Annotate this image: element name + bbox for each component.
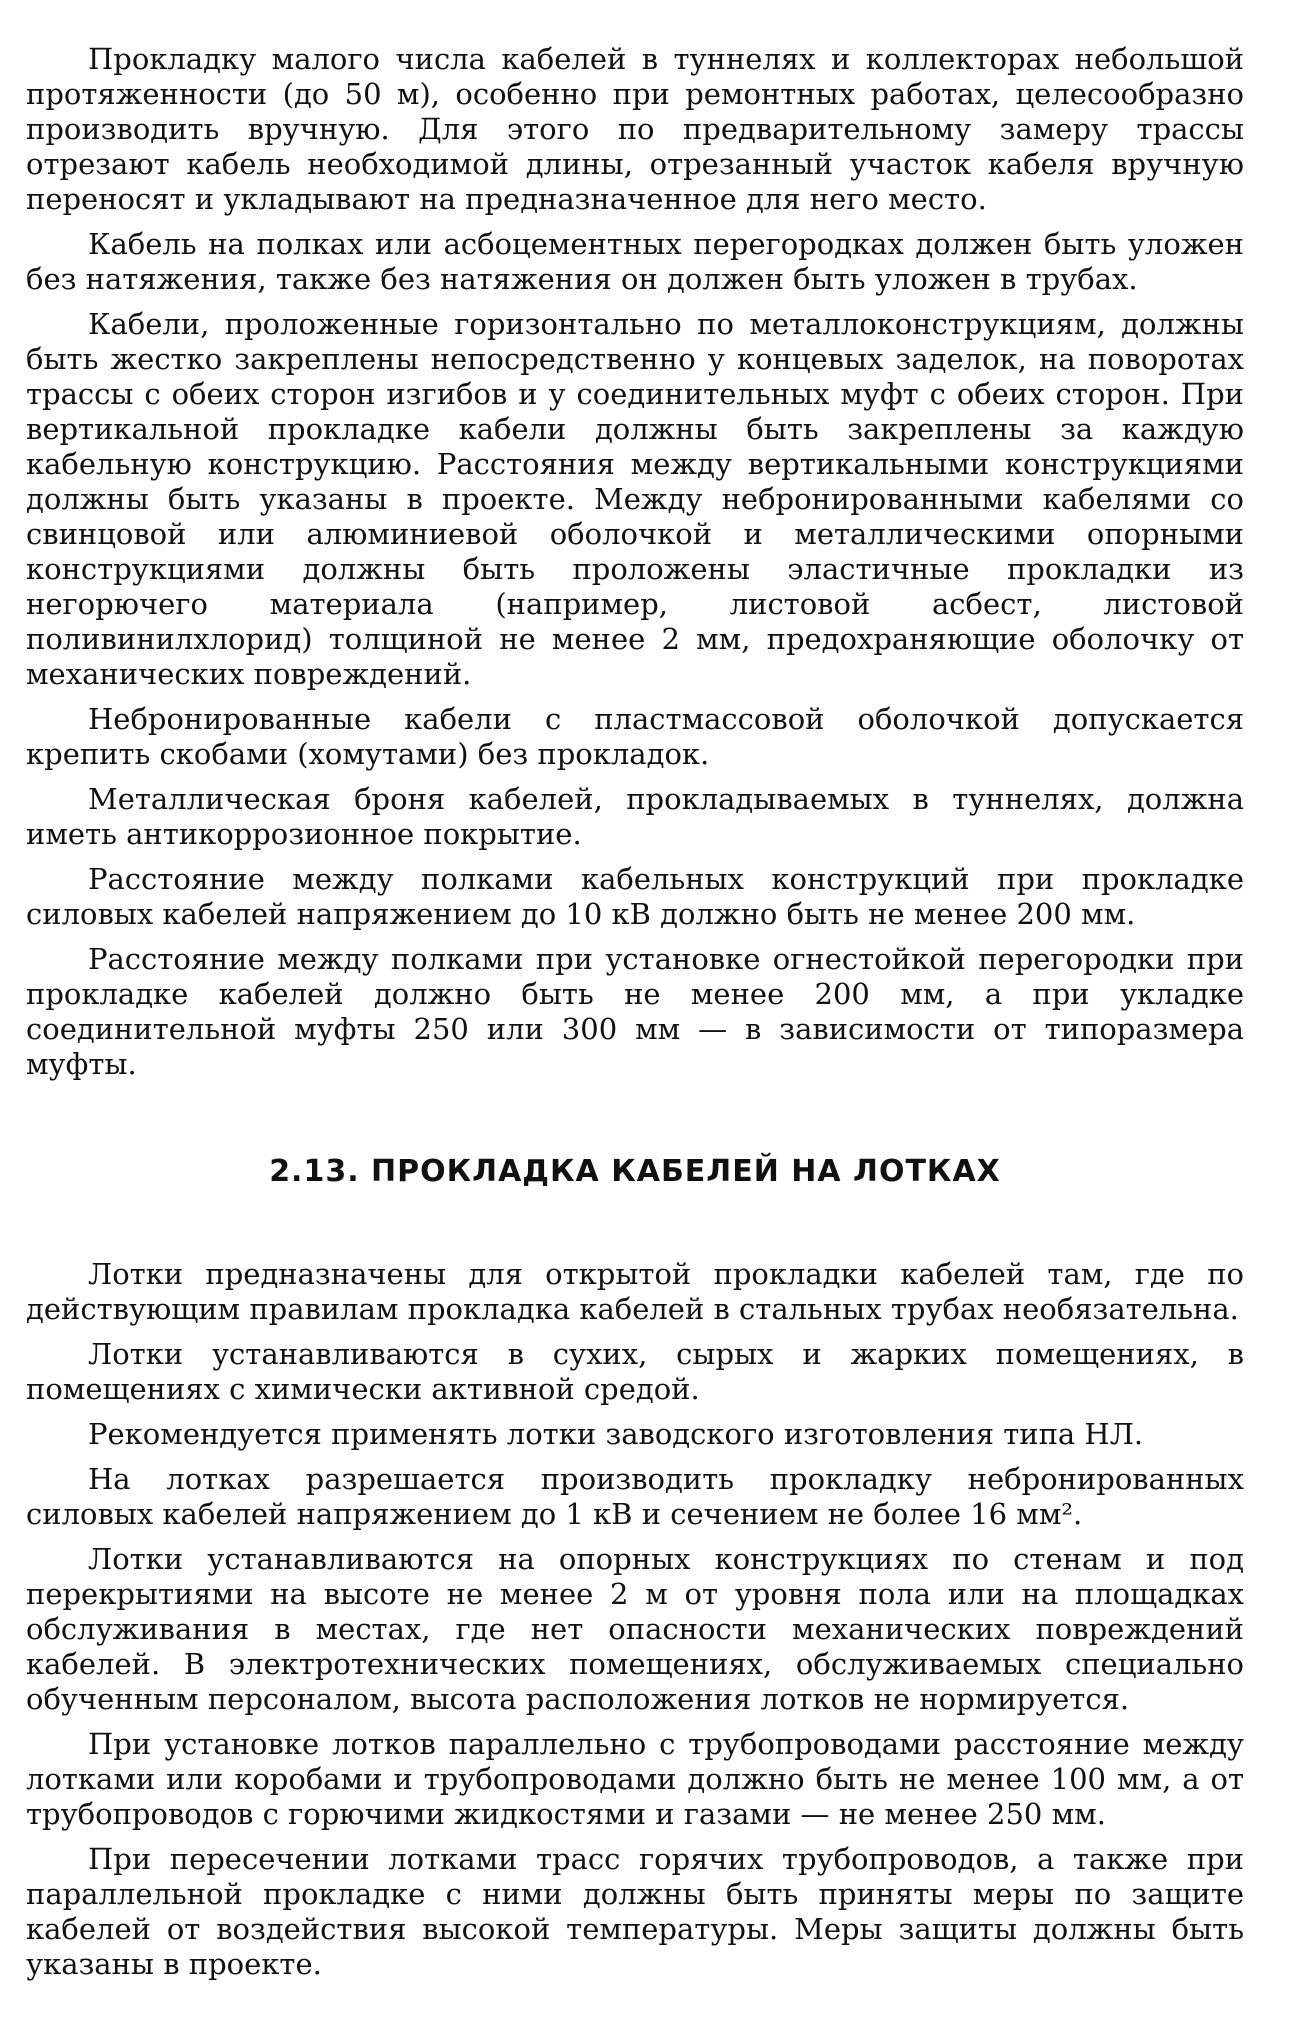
paragraph: Лотки предназначены для открытой прокладки кабелей там, где по действующим правилам прокладка кабелей в стальных трубах необязательна. <box>26 1257 1244 1326</box>
paragraph: Лотки устанавливаются на опорных конструкциях по стенам и под перекрытиями на высоте не менее 2 м от уровня пола или на площадках обслуживания в местах, где нет опасности механических повреждений кабелей. В электротехнических помещениях, обслуживаемых специально обученным персоналом, высота расположения лотков не нормируется. <box>26 1542 1244 1716</box>
paragraph: Расстояние между полками при установке огнестойкой перегородки при прокладке кабелей должно быть не менее 200 мм, а при укладке соединительной муфты 250 или 300 мм — в зависимости от типоразмера муфты. <box>26 942 1244 1081</box>
paragraph: На лотках разрешается производить прокладку небронированных силовых кабелей напряжением до 1 кВ и сечением не более 16 мм². <box>26 1462 1244 1531</box>
paragraph: Прокладку малого числа кабелей в туннелях и коллекторах небольшой протяженности (до 50 м), особенно при ремонтных работах, целесообразно производить вручную. Для этого по предварительному замеру трассы отрезают кабель необходимой длины, отрезанный участок кабеля вручную переносят и укладывают на предназначенное для него место. <box>26 42 1244 216</box>
paragraph: При установке лотков параллельно с трубопроводами расстояние между лотками или коробами и трубопроводами должно быть не менее 100 мм, а от трубопроводов с горючими жидкостями и газами — не менее 250 мм. <box>26 1727 1244 1831</box>
paragraph: Небронированные кабели с пластмассовой оболочкой допускается крепить скобами (хомутами) без прокладок. <box>26 702 1244 771</box>
paragraph: Металлическая броня кабелей, прокладываемых в туннелях, должна иметь антикоррозионное покрытие. <box>26 782 1244 851</box>
paragraph: При пересечении лотками трасс горячих трубопроводов, а также при параллельной прокладке с ними должны быть приняты меры по защите кабелей от воздействия высокой температуры. Меры защиты должны быть указаны в проекте. <box>26 1842 1244 1981</box>
paragraph: Лотки устанавливаются в сухих, сырых и жарких помещениях, в помещениях с химически активной средой. <box>26 1337 1244 1406</box>
section-heading: 2.13. ПРОКЛАДКА КАБЕЛЕЙ НА ЛОТКАХ <box>269 1154 1001 1189</box>
paragraph: Расстояние между полками кабельных конструкций при прокладке силовых кабелей напряжением до 10 кВ должно быть не менее 200 мм. <box>26 862 1244 931</box>
paragraph: Рекомендуется применять лотки заводского изготовления типа НЛ. <box>88 1417 1144 1451</box>
paragraph: Кабель на полках или асбоцементных перегородках должен быть уложен без натяжения, также без натяжения он должен быть уложен в трубах. <box>26 227 1244 296</box>
paragraph: Кабели, проложенные горизонтально по металлоконструкциям, должны быть жестко закреплены непосредственно у концевых заделок, на поворотах трассы с обеих сторон изгибов и у соединительных муфт с обеих сторон. При вертикальной прокладке кабели должны быть закреплены за каждую кабельную конструкцию. Расстояния между вертикальными конструкциями должны быть указаны в проекте. Между небронированными кабелями со свинцовой или алюминиевой оболочкой и металлическими опорными конструкциями должны быть проложены эластичные прокладки из негорючего материала (например, листовой асбест, листовой поливинилхлорид) толщиной не менее 2 мм, предохраняющие оболочку от механических повреждений. <box>26 307 1244 691</box>
